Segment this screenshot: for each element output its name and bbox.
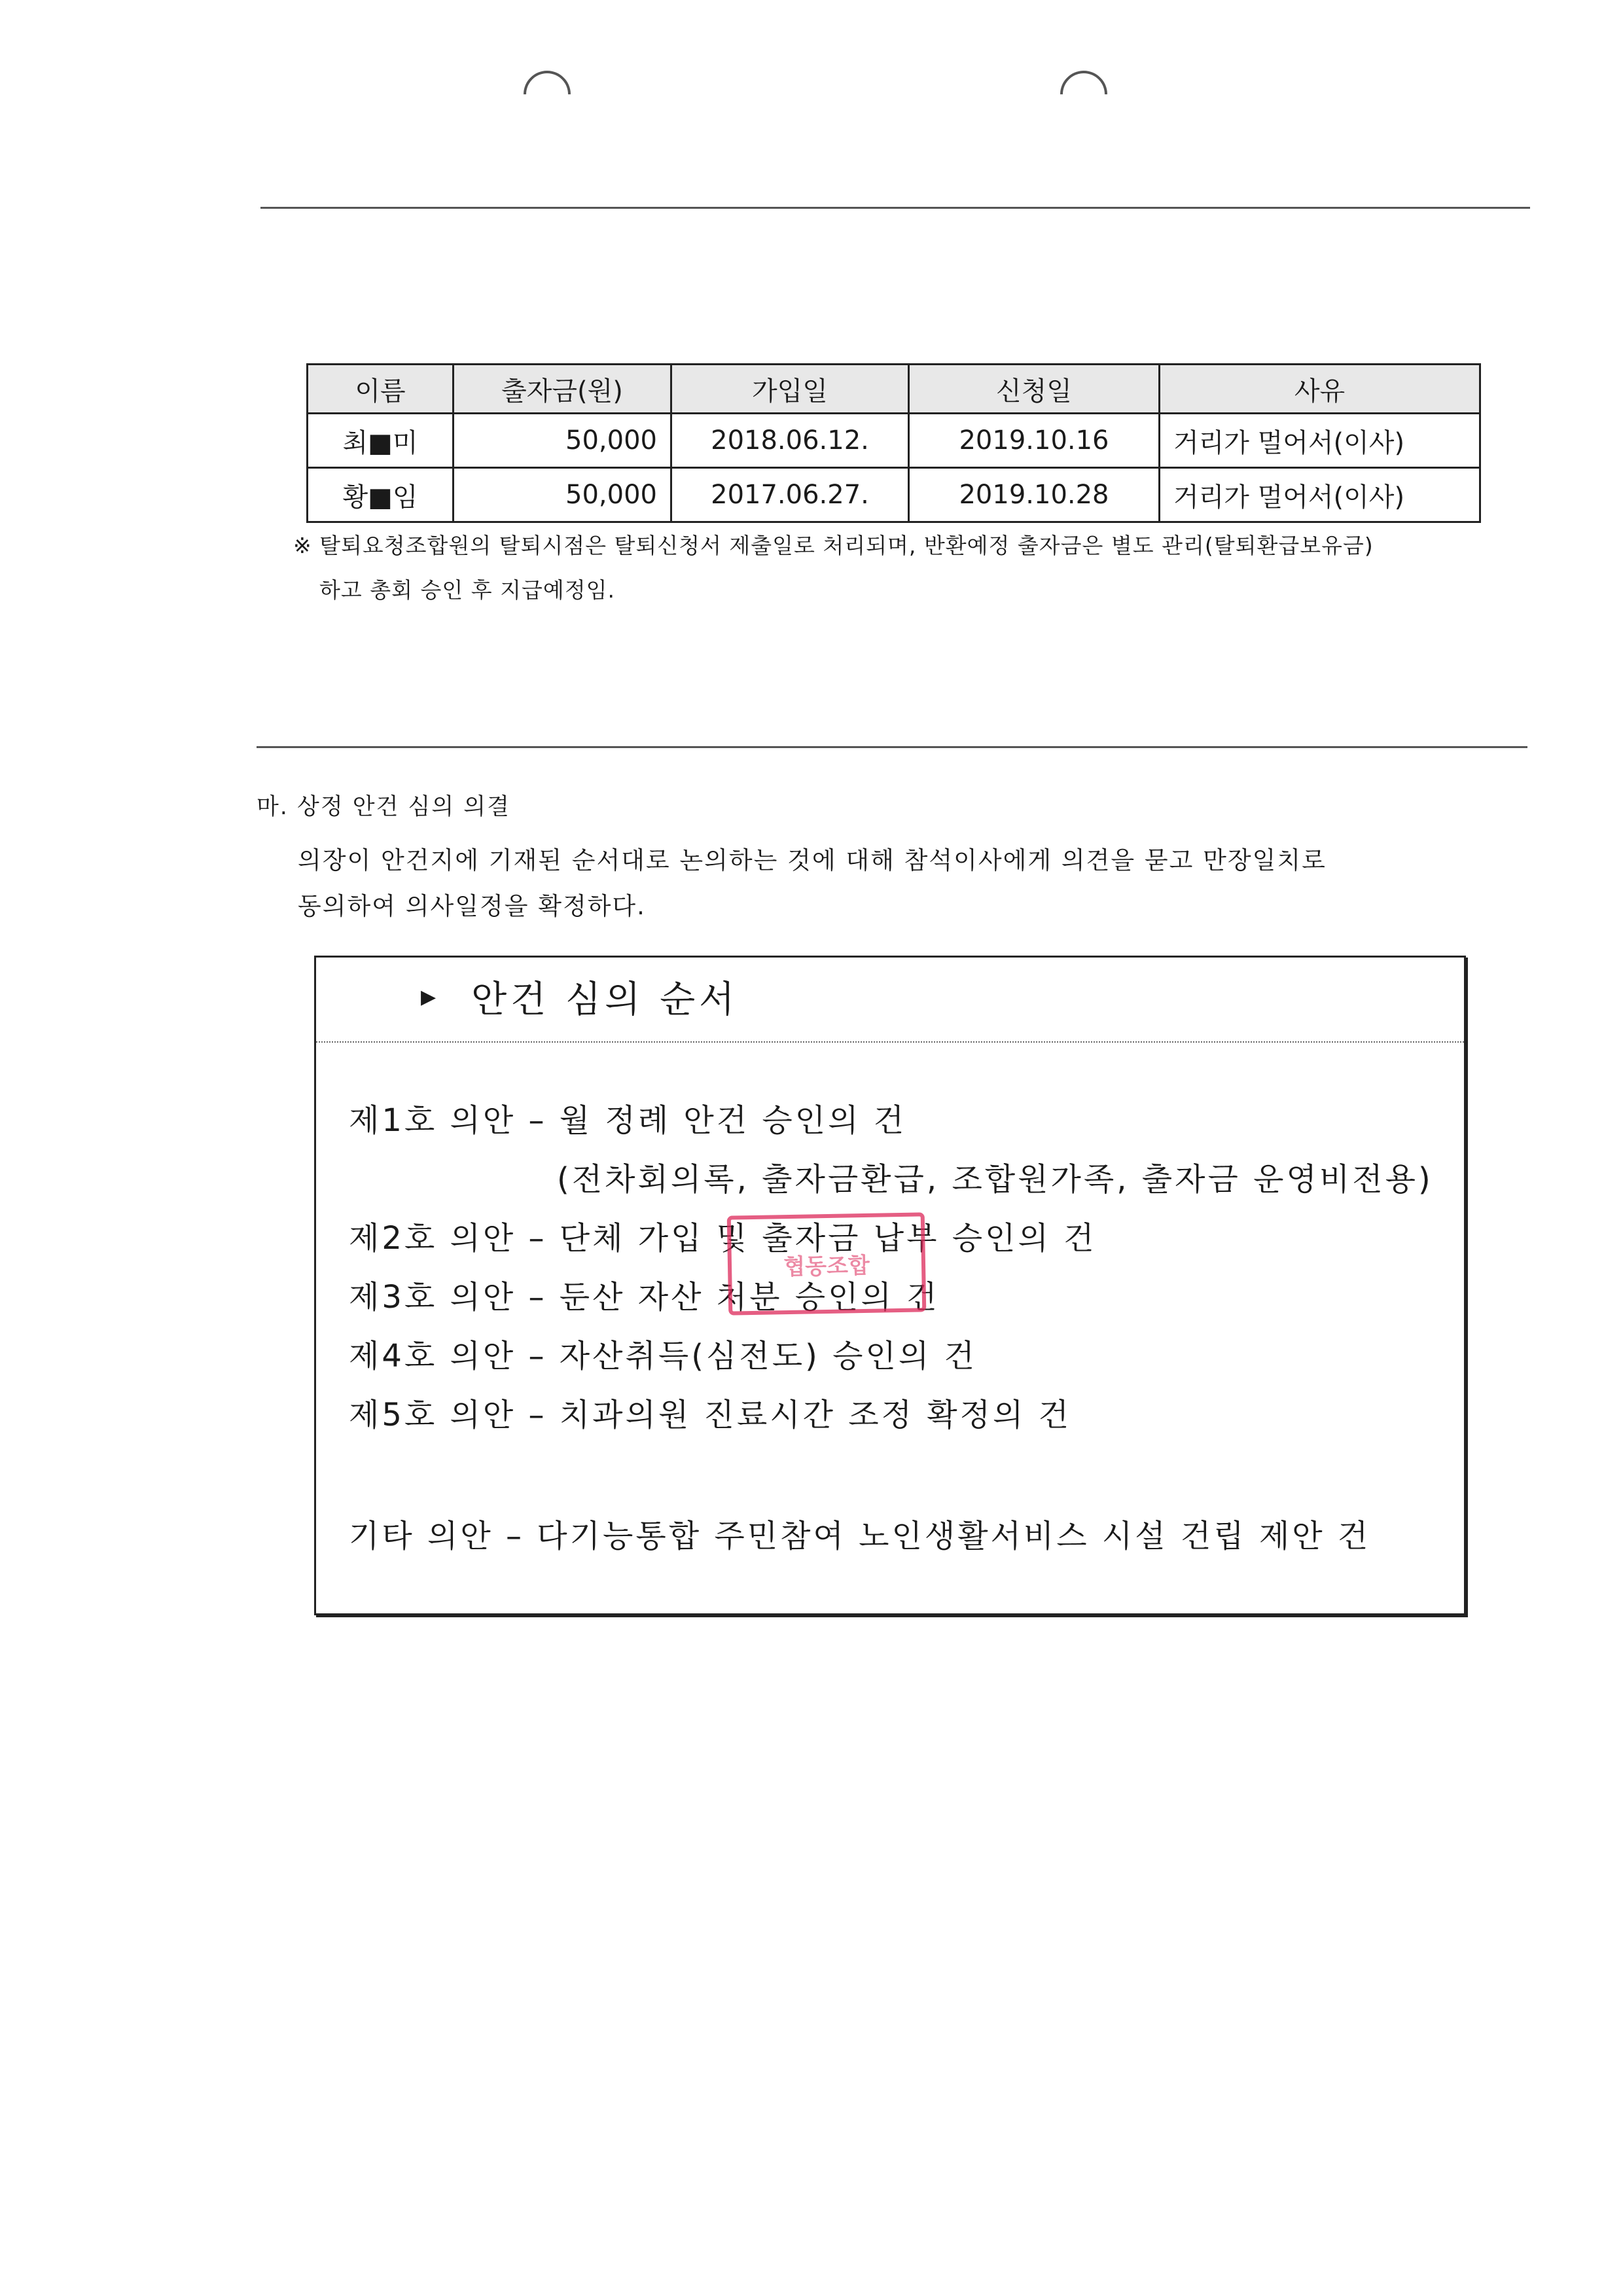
- agenda-item-detail: [557, 1154, 1433, 1199]
- cell-reason: 거리가 멀어서(이사): [1160, 468, 1480, 522]
- header-request-date: 신청일: [909, 365, 1160, 414]
- header-reason: 사유: [1160, 365, 1480, 414]
- agenda-item-text: 다기능통합 주민참여 노인생활서비스 시설 건립 제안 건: [537, 1518, 1371, 1554]
- header-name: 이름: [308, 365, 454, 414]
- agenda-box-title: [421, 971, 738, 1023]
- table-row: [308, 468, 1480, 522]
- agenda-item-prefix: 기타 의안 –: [349, 1518, 524, 1554]
- cell-request-date: 2019.10.16: [909, 414, 1160, 468]
- agenda-item-prefix: 제2호 의안 –: [349, 1220, 547, 1257]
- punch-hole-left: [514, 61, 580, 128]
- triangle-bullet-icon: ▶: [421, 985, 440, 1009]
- agenda-item: [349, 1095, 906, 1140]
- agenda-item-text: 월 정례 안건 승인의 건: [559, 1102, 907, 1139]
- withdrawal-note: [293, 524, 1524, 613]
- organization-seal-stamp: [727, 1212, 927, 1315]
- agenda-title-text: 안건 심의 순서: [471, 978, 739, 1021]
- agenda-item: [349, 1390, 1071, 1435]
- cell-investment: 50,000: [454, 414, 671, 468]
- agenda-item-text: 단체 가입 및 출자금 납부 승인의 건: [559, 1220, 1097, 1257]
- middle-divider: [257, 746, 1527, 748]
- agenda-title-divider: [316, 1041, 1464, 1043]
- table-header-row: [308, 365, 1480, 414]
- agenda-item: [349, 1213, 1097, 1258]
- section-body-line-2: 동의하여 의사일정을 확정하다.: [298, 892, 646, 920]
- stamp-text: 협동조합: [783, 1252, 870, 1280]
- cell-join-date: 2018.06.12.: [671, 414, 909, 468]
- agenda-item: [349, 1511, 1370, 1556]
- note-line-1: ※ 탈퇴요청조합원의 탈퇴시점은 탈퇴신청서 제출일로 처리되며, 반환예정 출자금은 별도 관리(탈퇴환급보유금): [293, 533, 1374, 558]
- cell-name: 최■미: [308, 414, 454, 468]
- punch-hole-right: [1050, 61, 1117, 128]
- cell-join-date: 2017.06.27.: [671, 468, 909, 522]
- agenda-item-text: 치과의원 진료시간 조정 확정의 건: [559, 1397, 1071, 1433]
- section-title: 마. 상정 안건 심의 의결: [257, 794, 510, 820]
- note-line-2: 하고 총회 승인 후 지급예정임.: [319, 577, 615, 603]
- header-investment: 출자금(원): [454, 365, 671, 414]
- section-body-line-1: 의장이 안건지에 기재된 순서대로 논의하는 것에 대해 참석이사에게 의견을 묻고 만장일치로: [298, 846, 1327, 874]
- agenda-item-prefix: 제5호 의안 –: [349, 1397, 547, 1433]
- top-divider: [260, 207, 1530, 209]
- section-body: [298, 838, 1502, 929]
- agenda-item-prefix: 제1호 의안 –: [349, 1102, 547, 1139]
- agenda-item-text: 둔산 자산 처분 승인의 건: [559, 1279, 940, 1316]
- cell-investment: 50,000: [454, 468, 671, 522]
- withdrawal-members-table: [306, 363, 1481, 523]
- cell-request-date: 2019.10.28: [909, 468, 1160, 522]
- agenda-item-text: 자산취득(심전도) 승인의 건: [559, 1338, 977, 1374]
- table-row: [308, 414, 1480, 468]
- agenda-item-prefix: 제4호 의안 –: [349, 1338, 547, 1374]
- cell-reason: 거리가 멀어서(이사): [1160, 414, 1480, 468]
- agenda-item: [349, 1331, 977, 1376]
- agenda-item-prefix: 제3호 의안 –: [349, 1279, 547, 1316]
- cell-name: 황■임: [308, 468, 454, 522]
- agenda-item-text: (전차회의록, 출자금환급, 조합원가족, 출자금 운영비전용): [557, 1161, 1433, 1198]
- header-join-date: 가입일: [671, 365, 909, 414]
